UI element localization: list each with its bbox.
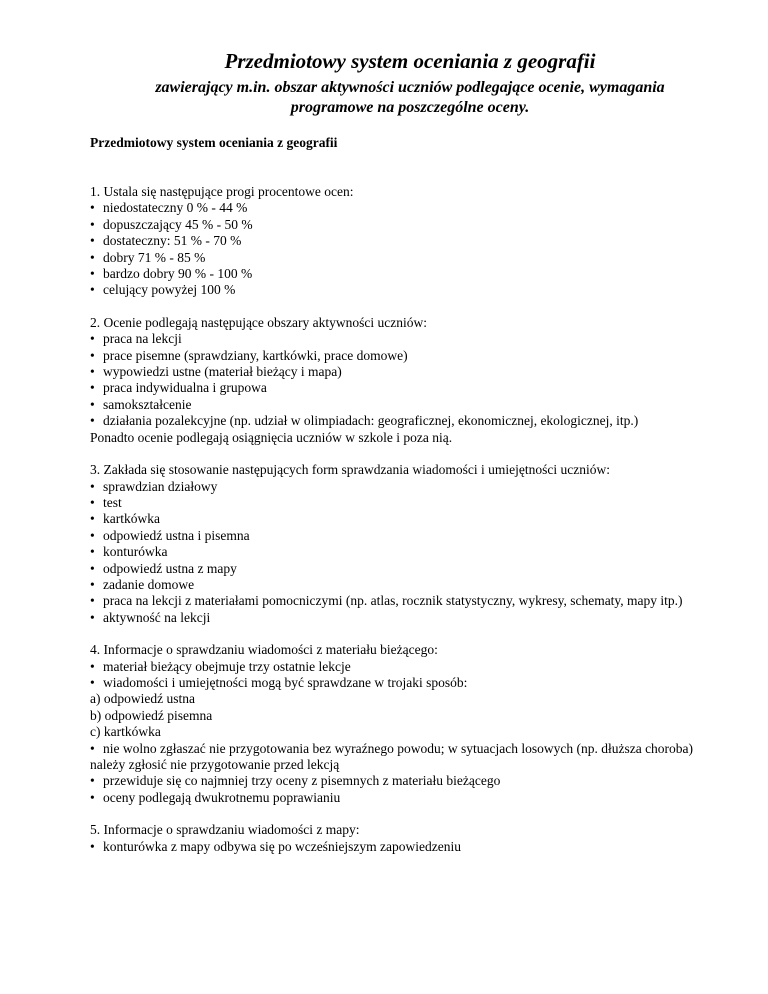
list-item: • samokształcenie [90, 397, 730, 413]
section-intro: 3. Zakłada się stosowanie następujących form sprawdzania wiadomości i umiejętności uczniów: [90, 462, 610, 478]
list-item: • konturówka [90, 544, 730, 560]
subtitle-line-2: programowe na poszczególne oceny. [290, 99, 530, 116]
section-intro: 1. Ustala się następujące progi procentowe ocen: [90, 184, 354, 199]
document-page [90, 48, 730, 855]
list-item: • działania pozalekcyjne (np. udział w olimpiadach: geograficznej, ekonomicznej, ekologicznej, itp.) [90, 413, 730, 429]
section-current-material [90, 642, 730, 806]
sub-item: a) odpowiedź ustna [90, 691, 195, 707]
list-item: • celujący powyżej 100 % [90, 282, 730, 298]
list-item: • bardzo dobry 90 % - 100 % [90, 266, 730, 282]
section-intro: 2. Ocenie podlegają następujące obszary aktywności uczniów: [90, 314, 427, 330]
section-intro: 5. Informacje o sprawdzaniu wiadomości z mapy: [90, 822, 360, 838]
list-item: • dobry 71 % - 85 % [90, 250, 730, 266]
list-item: • kartkówka [90, 511, 730, 527]
list-item: • odpowiedź ustna i pisemna [90, 528, 730, 544]
section-outro: Ponadto ocenie podlegają osiągnięcia uczniów w szkole i poza nią. [90, 429, 453, 445]
section-heading: Przedmiotowy system oceniania z geografii [90, 135, 338, 150]
list-item: • test [90, 495, 730, 511]
list-item: • odpowiedź ustna z mapy [90, 561, 730, 577]
list-item: • oceny podlegają dwukrotnemu poprawianiu [90, 790, 730, 806]
document-subtitle [90, 78, 730, 118]
list-item: • przewiduje się co najmniej trzy oceny z pisemnych z materiału bieżącego [90, 773, 730, 789]
subtitle-line-1: zawierający m.in. obszar aktywności uczniów podlegające ocenie, wymagania [155, 79, 665, 96]
list-item: • wiadomości i umiejętności mogą być sprawdzane w trojaki sposób: [90, 675, 730, 691]
list-item: • zadanie domowe [90, 577, 730, 593]
list-item: • praca na lekcji z materiałami pomocniczymi (np. atlas, rocznik statystyczny, wykresy, schematy, mapy itp.) [90, 593, 730, 609]
section-assessment-forms [90, 462, 730, 626]
sub-item: b) odpowiedź pisemna [90, 707, 213, 723]
list-item: • wypowiedzi ustne (materiał bieżący i mapa) [90, 364, 730, 380]
list-item: • materiał bieżący obejmuje trzy ostatnie lekcje [90, 659, 730, 675]
list-item: • aktywność na lekcji [90, 610, 730, 626]
section-intro: 4. Informacje o sprawdzaniu wiadomości z materiału bieżącego: [90, 642, 438, 658]
document-title: Przedmiotowy system oceniania z geografii [224, 49, 596, 73]
list-item: • niedostateczny 0 % - 44 % [90, 200, 730, 216]
sub-item: c) kartkówka [90, 724, 161, 740]
list-item: • praca indywidualna i grupowa [90, 380, 730, 396]
list-item: • dopuszczający 45 % - 50 % [90, 217, 730, 233]
section-map-checks [90, 822, 730, 855]
section-activity-areas [90, 315, 730, 446]
list-item: • dostateczny: 51 % - 70 % [90, 233, 730, 249]
list-item: • prace pisemne (sprawdziany, kartkówki, prace domowe) [90, 348, 730, 364]
list-item: • sprawdzian działowy [90, 479, 730, 495]
list-item: • praca na lekcji [90, 331, 730, 347]
section-grade-thresholds [90, 184, 730, 299]
list-item: • nie wolno zgłaszać nie przygotowania bez wyraźnego powodu; w sytuacjach losowych (np. dłuższa choroba) należy zgłosić nie przygotowanie przed lekcją [90, 741, 730, 774]
list-item: • konturówka z mapy odbywa się po wcześniejszym zapowiedzeniu [90, 839, 730, 855]
